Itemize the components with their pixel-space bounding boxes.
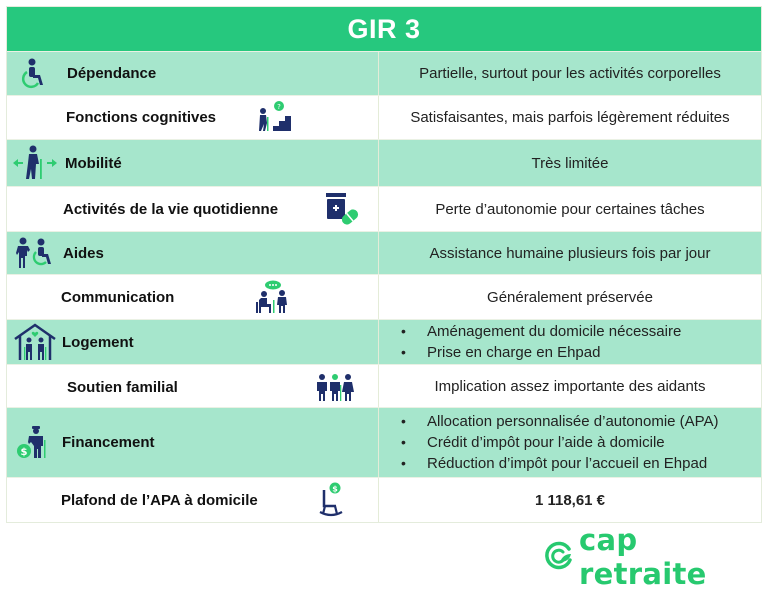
row-label: Plafond de l’APA à domicile xyxy=(61,491,258,509)
row-label: Fonctions cognitives xyxy=(66,109,217,126)
table-row-financement xyxy=(7,407,761,477)
list-item: • Aménagement du domicile nécessaire xyxy=(399,321,681,342)
gir3-table xyxy=(6,6,762,523)
conversation-icon xyxy=(253,280,291,319)
table-row-dependance xyxy=(7,51,761,95)
svg-text:$: $ xyxy=(20,447,28,458)
row-value: Généralement préservée xyxy=(487,288,653,306)
table-row-communication xyxy=(7,274,761,319)
row-label: Mobilité xyxy=(65,154,122,172)
row-label: Dépendance xyxy=(67,65,157,82)
table-row-fonctions-cognitives xyxy=(7,95,761,139)
row-value: Très limitée xyxy=(531,154,609,172)
medication-icon xyxy=(324,193,360,232)
cap-retraite-logo-icon xyxy=(543,540,573,575)
table-row-logement xyxy=(7,319,761,364)
rocking-chair-icon xyxy=(319,482,345,523)
table-row-soutien-familial xyxy=(7,364,761,407)
caregiver-icon xyxy=(15,237,59,274)
table-row-plafond-apa xyxy=(7,477,761,522)
row-value-list xyxy=(379,408,761,477)
row-value: 1 118,61 € xyxy=(534,491,606,509)
walking-cane-icon xyxy=(13,145,57,186)
table-title: GIR 3 xyxy=(7,7,761,51)
row-value: Assistance humaine plusieurs fois par jour xyxy=(429,244,711,262)
list-item: • Crédit d’impôt pour l’aide à domicile xyxy=(399,432,719,453)
row-value: Perte d’autonomie pour certaines tâches xyxy=(435,200,705,218)
list-item: • Allocation personnalisée d’autonomie (APA) xyxy=(399,411,719,432)
svg-text:?: ? xyxy=(277,103,281,111)
row-value: Implication assez importante des aidants xyxy=(434,377,706,395)
cap-retraite-logo xyxy=(543,523,768,591)
row-label: Communication xyxy=(61,288,175,306)
row-label: Aides xyxy=(63,244,104,262)
family-icon xyxy=(315,373,355,406)
cognitive-stairs-icon xyxy=(257,101,295,138)
row-label: Activités de la vie quotidienne xyxy=(63,200,279,218)
list-item: • Réduction d’impôt pour l’accueil en Ehpad xyxy=(399,453,719,474)
row-label: Financement xyxy=(62,434,155,451)
svg-text:$: $ xyxy=(332,484,338,494)
money-elder-icon xyxy=(15,424,49,465)
row-value: Satisfaisantes, mais parfois légèrement réduites xyxy=(410,109,730,126)
row-value: Partielle, surtout pour les activités corporelles xyxy=(419,65,721,82)
row-value-list xyxy=(379,320,761,364)
wheelchair-icon xyxy=(21,58,47,95)
house-icon xyxy=(13,323,57,366)
row-label: Logement xyxy=(62,333,134,351)
row-label: Soutien familial xyxy=(67,379,178,396)
list-item: • Prise en charge en Ehpad xyxy=(399,342,681,363)
table-row-activites-vie-quotidienne xyxy=(7,186,761,231)
table-row-mobilite xyxy=(7,139,761,186)
table-row-aides xyxy=(7,231,761,274)
logo-text: cap retraite xyxy=(579,523,707,591)
